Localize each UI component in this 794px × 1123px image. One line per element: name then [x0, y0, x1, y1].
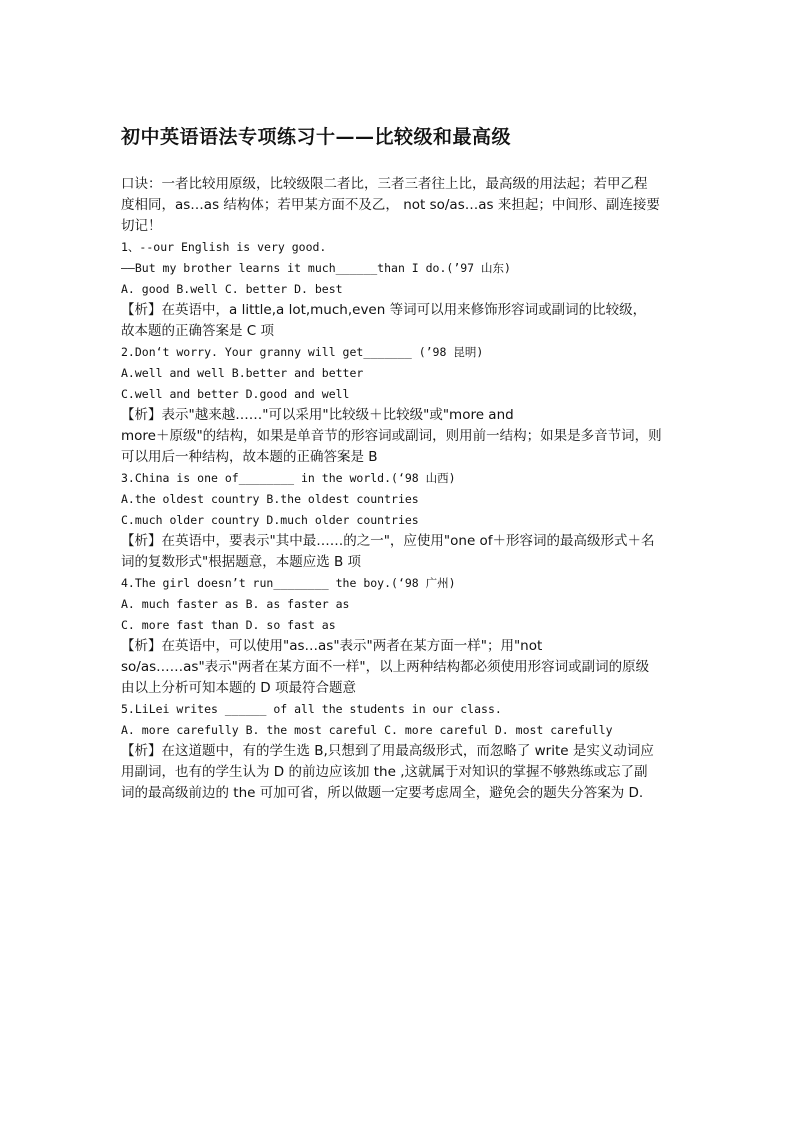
question-4	[121, 573, 681, 699]
analysis-text: more＋原级"的结构，如果是单音节的形容词或副词，则用前一结构；如果是多音节词，则	[121, 428, 662, 444]
analysis-text: 可以用后一种结构，故本题的正确答案是 B	[121, 449, 378, 465]
page-title: 初中英语语法专项练习十——比较级和最高级	[121, 126, 512, 148]
analysis-text: 由以上分析可知本题的 D 项最符合题意	[121, 680, 356, 696]
mnemonic-line: 切记！	[121, 218, 162, 234]
analysis-text: 【析】在英语中，要表示"其中最……的之一"，应使用"one of＋形容词的最高级形式＋名	[121, 533, 655, 549]
analysis-text: 【析】在英语中，可以使用"as…as"表示"两者在某方面一样"；用"not	[121, 638, 543, 654]
question-text: 4.The girl doesn’t run________ the boy.(‘98 广州)	[121, 576, 456, 590]
answer-options: A. more carefully B. the most careful C. more careful D. most carefully	[121, 723, 613, 737]
answer-options: A.the oldest country B.the oldest countries	[121, 492, 419, 506]
question-3	[121, 468, 681, 573]
analysis-text: 词的复数形式"根据题意，本题应选 B 项	[121, 554, 362, 570]
question-text: 5.LiLei writes ______ of all the students in our class.	[121, 702, 502, 716]
question-text: ——But my brother learns it much______than I do.(’97 山东)	[121, 261, 511, 275]
mnemonic-line: 口诀：一者比较用原级，比较级限二者比，三者三者往上比，最高级的用法起；若甲乙程	[121, 176, 648, 192]
analysis-text: 【析】在这道题中，有的学生选 B,只想到了用最高级形式，而忽略了 write 是实义动词应	[121, 743, 654, 759]
analysis-text: so/as……as"表示"两者在某方面不一样"，以上两种结构都必须使用形容词或副词的原级	[121, 659, 650, 675]
mnemonic-line: 度相同，as…as 结构体；若甲某方面不及乙， not so/as…as 来担起；中间形、副连接要	[121, 197, 660, 213]
answer-options: A. much faster as B. as faster as	[121, 597, 350, 611]
analysis-text: 【析】表示"越来越……"可以采用"比较级＋比较级"或"more and	[121, 407, 514, 423]
analysis-text: 故本题的正确答案是 C 项	[121, 323, 275, 339]
mnemonic-paragraph	[121, 174, 681, 237]
answer-options: A. good B.well C. better D. best	[121, 282, 343, 296]
question-text: 3.China is one of________ in the world.(‘98 山西)	[121, 471, 456, 485]
answer-options: C. more fast than D. so fast as	[121, 618, 336, 632]
question-5	[121, 699, 681, 804]
question-text: 2.Don‘t worry. Your granny will get_______ (’98 昆明)	[121, 345, 484, 359]
question-text: 1、--our English is very good.	[121, 240, 327, 254]
answer-options: C.well and better D.good and well	[121, 387, 350, 401]
question-1	[121, 237, 681, 342]
question-2	[121, 342, 681, 468]
answer-options: A.well and well B.better and better	[121, 366, 364, 380]
analysis-text: 【析】在英语中，a little,a lot,much,even 等词可以用来修饰形容词或副词的比较级，	[121, 302, 647, 318]
analysis-text: 用副词，也有的学生认为 D 的前边应该加 the ,这就属于对知识的掌握不够熟练或忘了副	[121, 764, 648, 780]
answer-options: C.much older country D.much older countries	[121, 513, 419, 527]
analysis-text: 词的最高级前边的 the 可加可省，所以做题一定要考虑周全，避免会的题失分答案为 D.	[121, 785, 644, 801]
document-body	[121, 174, 681, 804]
